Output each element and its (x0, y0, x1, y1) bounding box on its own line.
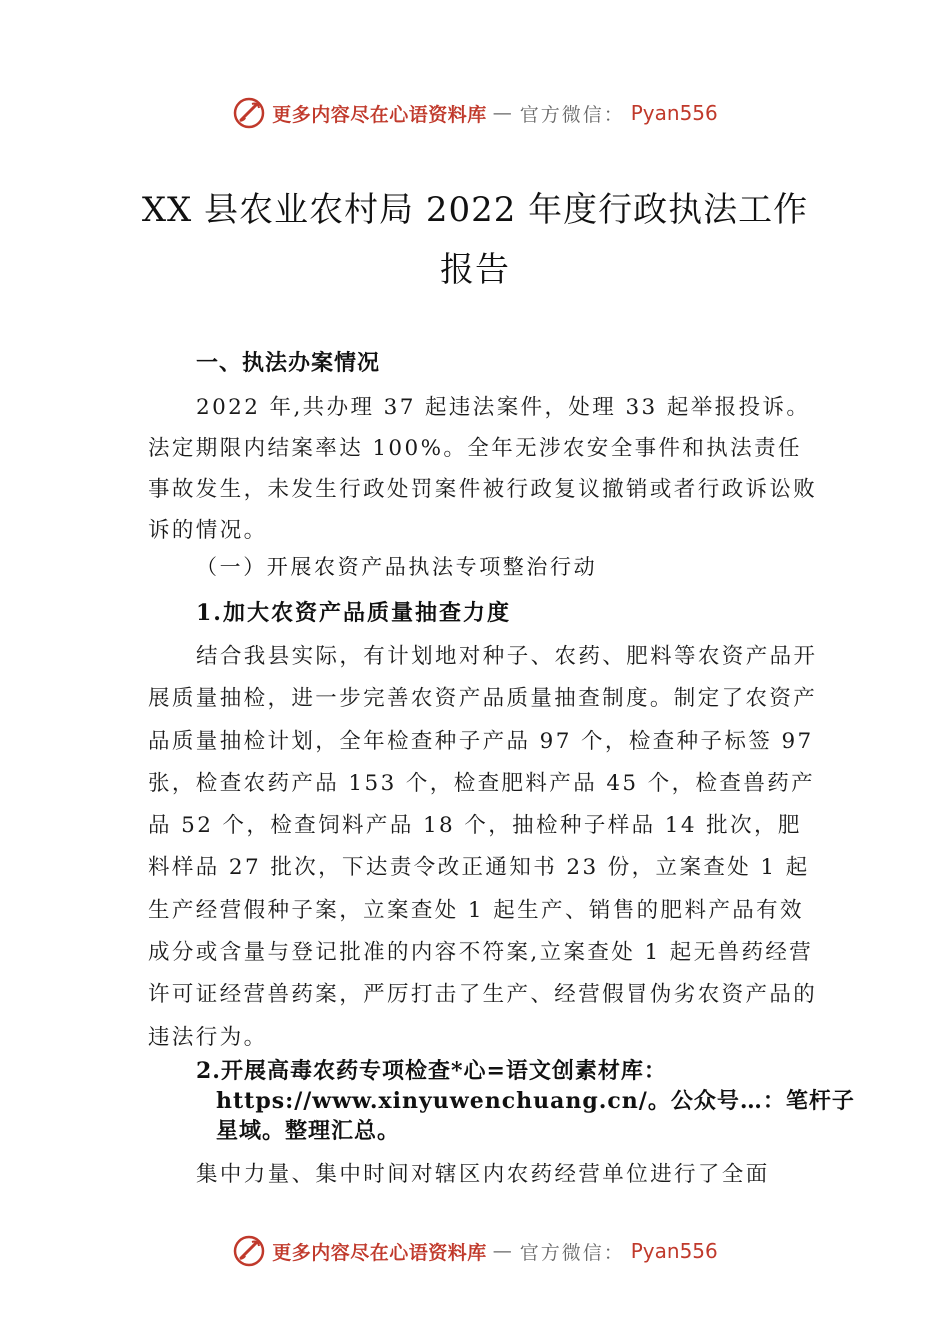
brush-logo-icon (232, 96, 266, 130)
section-heading-enforcement-cases: 一、执法办案情况 (196, 351, 381, 376)
watermark-brand: 更多内容尽在心语资料库 (272, 1241, 487, 1264)
paragraph-pesticide-inspection: 集中力量、集中时间对辖区内农药经营单位进行了全面 (196, 1162, 770, 1187)
footer-watermark (0, 1234, 950, 1268)
watermark-wechat-label: 官方微信： (519, 1241, 625, 1264)
watermark-brand: 更多内容尽在心语资料库 (272, 103, 487, 126)
watermark-wechat-id: Pyan556 (630, 101, 718, 125)
item-heading-quality-inspection: 1.加大农资产品质量抽查力度 (196, 600, 511, 626)
subsection-heading-special-campaign: （一）开展农资产品执法专项整治行动 (196, 555, 598, 579)
watermark-wechat-label: 官方微信： (519, 103, 625, 126)
title-line-2: 报告 (440, 250, 510, 290)
paragraph-quality-inspection: 结合我县实际，有计划地对种子、农药、肥料等农资产品开展质量抽检，进一步完善农资产品质量抽查制度。制定了农资产品质量抽检计划，全年检查种子产品 97 个，检查种子标签 97 张，检查农药产品 153 个，检查肥料产品 45 个，检查兽药产品 52 个，检查饲料产品 18 个，抽检种子样品 14 批次，肥料样品 27 批次，下达责令改正通知书 23 份，立案查处 1 起生产经营假种子案，立案查处 1 起生产、销售的肥料产品有效成分或含量与登记批准的内容不符案,立案查处 1 起无兽药经营许可证经营兽药案，严厉打击了生产、经营假冒伪劣农资产品的违法行为。 (148, 644, 818, 1050)
brush-logo-icon (232, 1234, 266, 1268)
header-watermark (0, 96, 950, 130)
watermark-wechat-id: Pyan556 (630, 1239, 718, 1263)
document-title (120, 180, 830, 300)
watermark-dash: — (492, 102, 514, 124)
paragraph-case-summary: 2022 年,共办理 37 起违法案件，处理 33 起举报投诉。法定期限内结案率达 100%。全年无涉农安全事件和执法责任事故发生，未发生行政处罚案件被行政复议撤销或者行政诉讼败诉的情况。 (148, 395, 818, 543)
item-heading-pesticide-inspection: 2.开展高毒农药专项检查*心=语文创素材库：https://www.xinyuwenchuang.cn/。公众号…：笔杆子星域。整理汇总。 (196, 1058, 855, 1144)
watermark-dash: — (492, 1240, 514, 1262)
title-line-1: XX 县农业农村局 2022 年度行政执法工作 (141, 190, 809, 230)
